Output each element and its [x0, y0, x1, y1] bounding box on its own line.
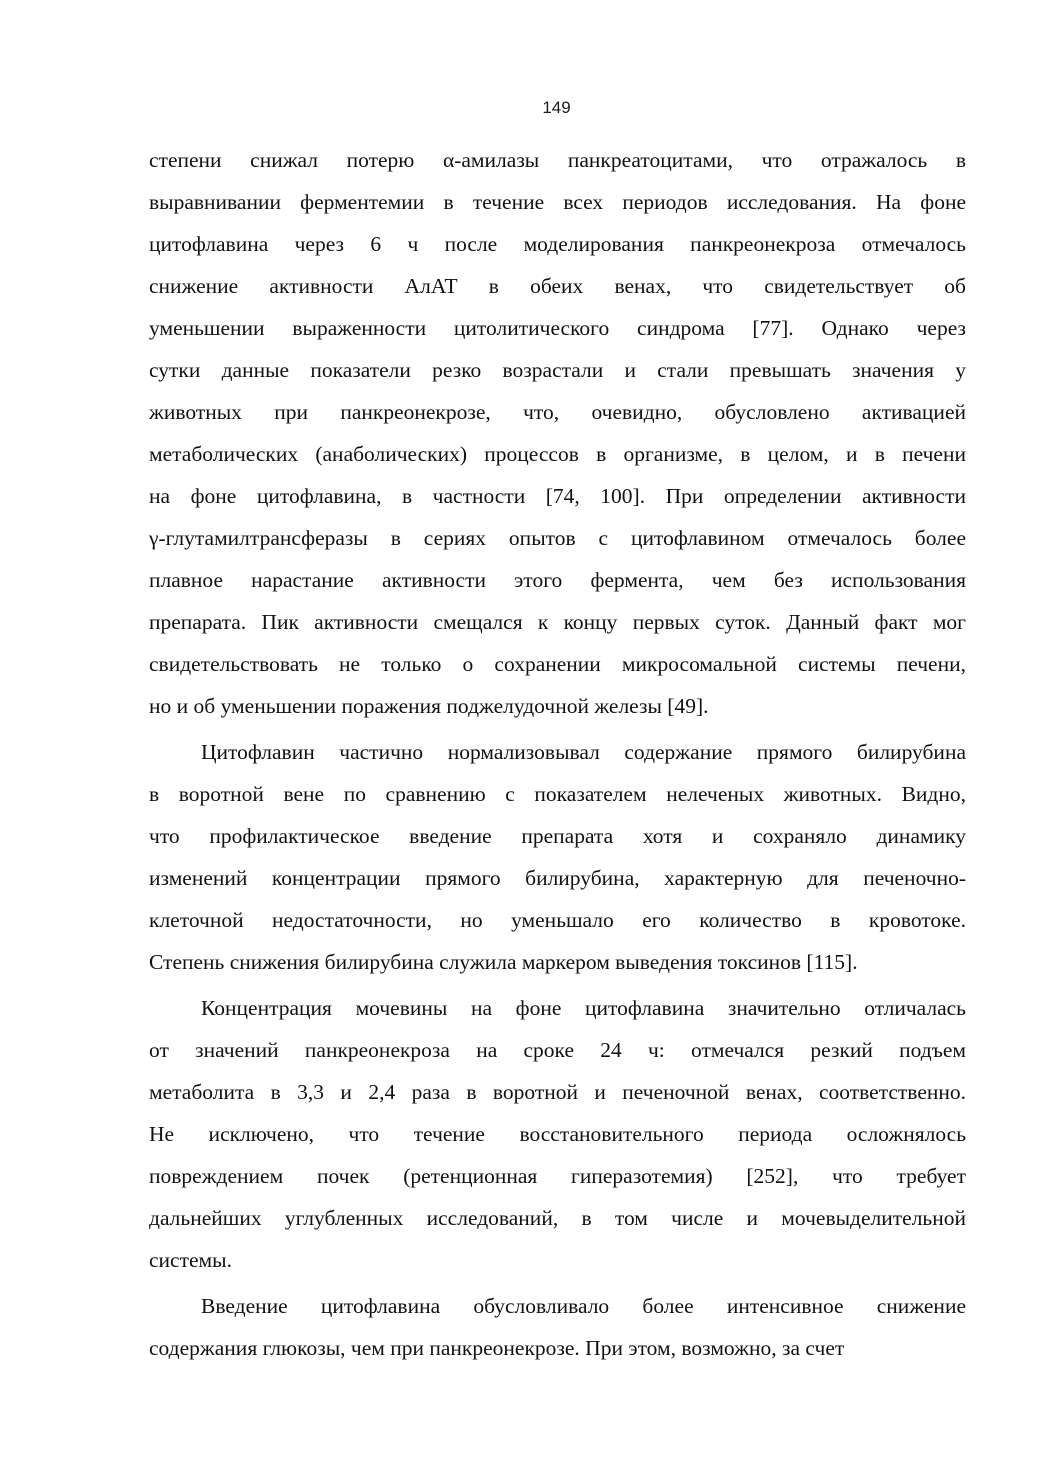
text-line: Цитофлавин частично нормализовывал содержание прямого билирубина	[201, 740, 966, 764]
text-line: но и об уменьшении поражения поджелудочной железы [49].	[149, 694, 709, 718]
body-text	[149, 139, 966, 1369]
text-line: изменений концентрации прямого билирубина, характерную для печеночно-	[149, 866, 966, 890]
text-line: повреждением почек (ретенционная гиперазотемия) [252], что требует	[149, 1164, 966, 1188]
text-line: γ-глутамилтрансферазы в сериях опытов с цитофлавином отмечалось более	[149, 526, 966, 550]
text-line: уменьшении выраженности цитолитического синдрома [77]. Однако через	[149, 316, 966, 340]
text-line: препарата. Пик активности смещался к концу первых суток. Данный факт мог	[149, 610, 966, 634]
text-line: снижение активности АлАТ в обеих венах, что свидетельствует об	[149, 274, 966, 298]
paragraph	[149, 987, 966, 1281]
text-line: Степень снижения билирубина служила маркером выведения токсинов [115].	[149, 950, 858, 974]
page-number: 149	[542, 98, 571, 117]
text-line: метаболита в 3,3 и 2,4 раза в воротной и печеночной венах, соответственно.	[149, 1080, 966, 1104]
text-line: Концентрация мочевины на фоне цитофлавина значительно отличалась	[201, 996, 966, 1020]
text-line: плавное нарастание активности этого фермента, чем без использования	[149, 568, 966, 592]
text-line: степени снижал потерю α-амилазы панкреатоцитами, что отражалось в	[149, 148, 966, 172]
text-line: системы.	[149, 1248, 232, 1272]
paragraph	[149, 731, 966, 983]
text-line: содержания глюкозы, чем при панкреонекрозе. При этом, возможно, за счет	[149, 1336, 845, 1360]
text-line: Введение цитофлавина обусловливало более интенсивное снижение	[201, 1294, 966, 1318]
text-line: клеточной недостаточности, но уменьшало его количество в кровотоке.	[149, 908, 966, 932]
paragraph	[149, 139, 966, 727]
text-line: в воротной вене по сравнению с показателем нелеченых животных. Видно,	[149, 782, 966, 806]
text-line: свидетельствовать не только о сохранении микросомальной системы печени,	[149, 652, 966, 676]
text-line: сутки данные показатели резко возрастали и стали превышать значения у	[149, 358, 966, 382]
text-line: дальнейших углубленных исследований, в том числе и мочевыделительной	[149, 1206, 966, 1230]
text-line: выравнивании ферментемии в течение всех периодов исследования. На фоне	[149, 190, 966, 214]
text-line: цитофлавина через 6 ч после моделирования панкреонекроза отмечалось	[149, 232, 966, 256]
text-line: метаболических (анаболических) процессов в организме, в целом, и в печени	[149, 442, 966, 466]
text-line: что профилактическое введение препарата хотя и сохраняло динамику	[149, 824, 966, 848]
text-line: на фоне цитофлавина, в частности [74, 100]. При определении активности	[149, 484, 966, 508]
text-line: Не исключено, что течение восстановительного периода осложнялось	[149, 1122, 966, 1146]
text-line: животных при панкреонекрозе, что, очевидно, обусловлено активацией	[149, 400, 966, 424]
text-line: от значений панкреонекроза на сроке 24 ч: отмечался резкий подъем	[149, 1038, 966, 1062]
paragraph	[149, 1285, 966, 1369]
